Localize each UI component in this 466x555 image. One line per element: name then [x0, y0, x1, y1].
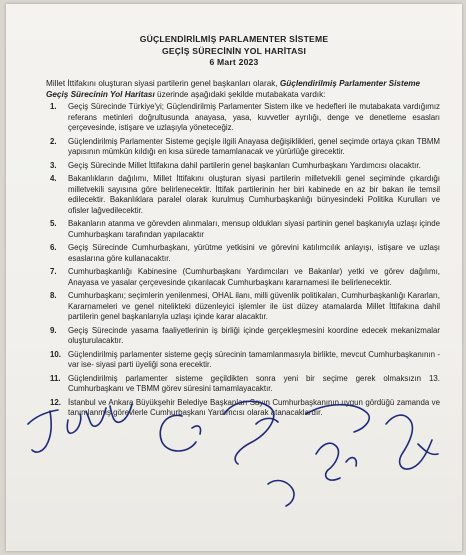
list-item [46, 326, 440, 347]
item-number: 12. [50, 397, 61, 407]
item-number: 3. [50, 160, 57, 170]
item-number: 4. [50, 174, 57, 183]
signature-1 [28, 404, 132, 452]
signature-2 [160, 401, 278, 464]
item-number: 11. [50, 373, 61, 383]
document-header [6, 34, 462, 69]
item-number: 9. [50, 325, 57, 335]
item-text: Cumhurbaşkanlığı Kabinesine (Cumhurbaşkanı Yardımcıları ve Bakanlar) yetki ve görev dağılımı, Anayasa ve yasalar çerçevesinde çıkarılacak Cumhurbaşkanı kararnamesi ile belirlenecektir. [68, 267, 440, 287]
item-number: 10. [50, 349, 61, 359]
list-item [46, 350, 440, 371]
agreement-list [46, 102, 440, 422]
item-number: 2. [50, 136, 57, 146]
list-item [46, 219, 440, 240]
list-item [46, 267, 440, 288]
item-text: Cumhurbaşkanı; seçimlerin yenilenmesi, OHAL ilanı, milli güvenlik politikaları, Cumhurbaşkanlığı Kararları, Kararnameleri ve genel nitelikteki düzenleyici işlemler ile üst düzey atamalarda Millet İttifakına dahil partilerin genel başkanlarıyla uzlaşı içinde karar alacaktır. [68, 291, 440, 321]
signature-mark [268, 481, 294, 506]
item-text: Geçiş Sürecinde Millet İttifakına dahil partilerin genel başkanları Cumhurbaşkanı Yardımcısı olacaktır. [68, 160, 421, 170]
signature-area [6, 384, 462, 551]
document-page [6, 4, 462, 551]
item-number: 8. [50, 291, 57, 300]
signature-4 [386, 415, 438, 469]
item-number: 1. [50, 102, 57, 111]
item-text: İstanbul ve Ankara Büyükşehir Belediye Başkanları Sayın Cumhurbaşkanının uygun gördüğü zamanda ve tanımlanmış görevlerle Cumhurbaşkanı Yardımcısı olarak atanacaklardır. [68, 397, 440, 417]
item-text: Geçiş Sürecinde Türkiye'yi; Güçlendirilmiş Parlamenter Sistem ilke ve hedefleri ile mutabakata vardığımız referans metinleri doğrultusunda anayasa, yasa, kuvvetler ayrılığı, denge ve denetleme esasları çerçevesinde, istişare ve uzlaşıyla yöneteceğiz. [68, 102, 440, 132]
signature-3 [306, 405, 369, 480]
item-text: Güçlendirilmiş parlamenter sisteme geçiş sürecinin tamamlanmasıyla birlikte, mevcut Cumhurbaşkanının -var ise- siyasi parti üyeliği sona erecektir. [68, 349, 440, 369]
intro-suffix: üzerinde aşağıdaki şekilde mutabakata vardık: [154, 90, 326, 99]
item-number: 5. [50, 219, 57, 228]
item-text: Bakanlıkların dağılımı, Millet İttifakını oluşturan siyasi partilerin milletvekili genel seçiminde çıkardığı milletvekili sayısına göre belirlenecektir. İttifak partilerinin her biri kabinede en az bir bakan ile temsil edilecektir. Bakanlıklara paralel olarak kurulmuş Cumhurbaşkanlığı bünyesindeki Politika Kurulları ve ofisler lağvedilecektir. [68, 174, 440, 215]
item-number: 7. [50, 267, 57, 276]
item-text: Güçlendirilmiş parlamenter sisteme geçildikten sonra yeni bir seçime gerek olmaksızın 13. Cumhurbaşkanı ve TBMM görev süresini tamamlayacaktır. [68, 373, 440, 393]
intro-bold-title: Güçlendirilmiş Parlamenter Sisteme Geçiş Sürecinin Yol Haritası [46, 79, 421, 99]
item-text: Güçlendirilmiş Parlamenter Sisteme geçişle ilgili Anayasa değişiklikleri, genel seçimde ortaya çıkan TBMM yapısının mümkün kıldığı en kısa sürede tamamlanacak ve yürürlüğe girecektir. [68, 136, 440, 156]
document-title-line-2: GEÇİŞ SÜRECİNİN YOL HARİTASI [161, 45, 307, 56]
item-text: Geçiş Sürecinde yasama faaliyetlerinin iş birliği içinde gerçekleşmesini koordine edecek mekanizmalar oluşturulacaktır. [68, 325, 440, 345]
list-item [46, 174, 440, 216]
item-text: Bakanların atanma ve görevden alınmaları, mensup oldukları siyasi partinin genel başkanıyla uzlaşı içinde Cumhurbaşkanı tarafından yapılacaktır [68, 219, 440, 239]
signatures [6, 384, 462, 551]
intro-prefix: Millet İttifakını oluşturan siyasi partilerin genel başkanları olarak, [46, 79, 280, 88]
list-item [46, 243, 440, 264]
list-item [46, 102, 440, 134]
intro-paragraph [46, 78, 438, 100]
list-item [46, 291, 440, 323]
item-text: Geçiş Sürecinde Cumhurbaşkanı, yürütme yetkisini ve görevini katılımcılık anlayışı, istişare ve uzlaşı esaslarına göre kullanacaktır. [68, 243, 440, 263]
document-title-line-1: GÜÇLENDİRİLMİŞ PARLAMENTER SİSTEME [139, 34, 329, 44]
item-number: 6. [50, 243, 57, 252]
list-item [46, 137, 440, 158]
list-item [46, 161, 440, 172]
document-date: 6 Mart 2023 [209, 57, 259, 67]
